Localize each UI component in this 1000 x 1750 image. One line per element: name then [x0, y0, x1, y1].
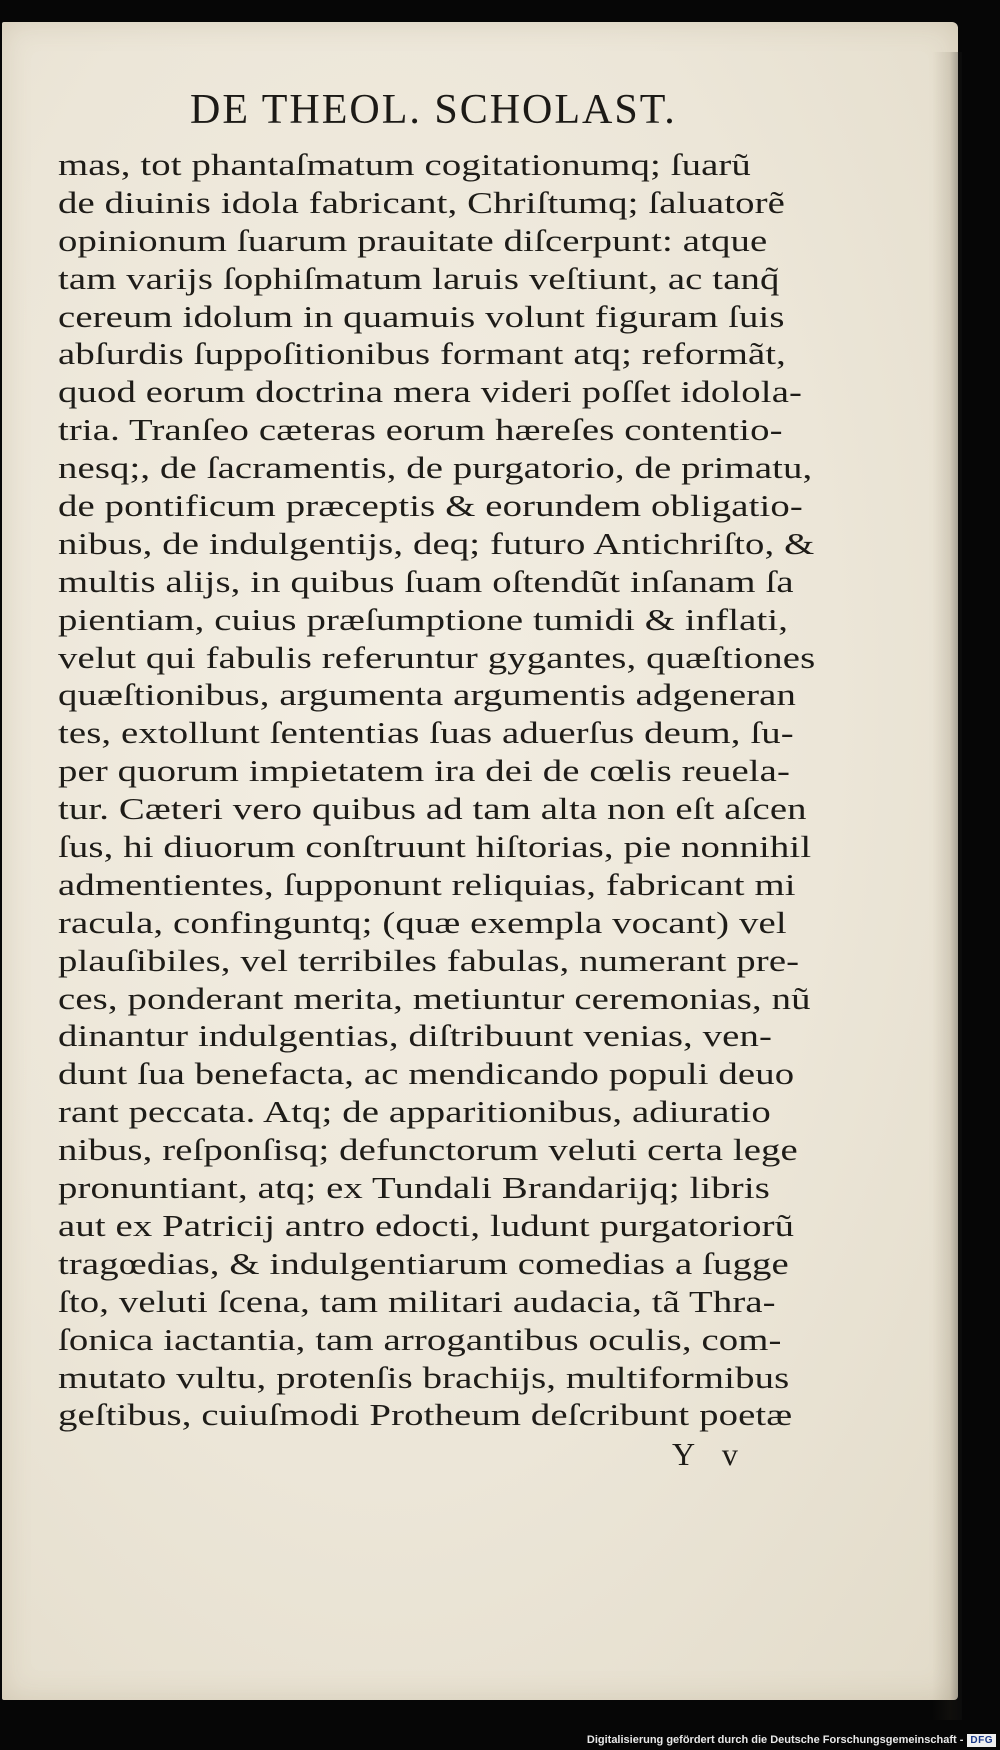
text-line: ſonica iactantia, tam arrogantibus oculis, com-	[58, 1321, 782, 1357]
text-line: racula, confinguntq; (quæ exempla vocant) vel	[58, 904, 787, 940]
text-line: nibus, reſponſisq; defunctorum veluti certa lege	[58, 1132, 798, 1168]
text-line: tragœdias, & indulgentiarum comedias a ſugge	[58, 1245, 789, 1281]
text-line: rant peccata. Atq; de apparitionibus, adiuratio	[58, 1094, 771, 1130]
text-line: pientiam, cuius præſumptione tumidi & inflati,	[58, 601, 789, 637]
text-line: de diuinis idola fabricant, Chriſtumq; ſaluatorẽ	[58, 184, 786, 220]
text-line: pronuntiant, atq; ex Tundali Brandarijq; libris	[58, 1170, 770, 1206]
text-line: tam varijs ſophiſmatum laruis veſtiunt, ac tanq̃	[58, 260, 780, 296]
text-line: velut qui fabulis referuntur gygantes, quæſtiones	[58, 639, 816, 675]
text-line: geſtibus, cuiuſmodi Protheum deſcribunt poetæ	[58, 1397, 793, 1433]
text-line: quæſtionibus, argumenta argumentis adgeneran	[58, 677, 797, 713]
text-line: aut ex Patricij antro edocti, ludunt purgatoriorũ	[58, 1207, 795, 1243]
text-line: per quorum impietatem ira dei de cœlis reuela-	[58, 753, 791, 789]
text-line: cereum idolum in quamuis volunt figuram ſuis	[58, 298, 785, 334]
text-line: tes, extollunt ſententias ſuas aduerſus deum, ſu-	[58, 715, 794, 751]
text-line: ſto, veluti ſcena, tam militari audacia, tã Thra-	[58, 1283, 776, 1319]
text-line: nesq;, de ſacramentis, de purgatorio, de primatu,	[58, 450, 813, 486]
dfg-logo: DFG	[967, 1734, 996, 1747]
text-line: abſurdis ſuppoſitionibus formant atq; reformãt,	[58, 336, 787, 372]
text-line: quod eorum doctrina mera videri poſſet idolola-	[58, 374, 803, 410]
text-line: tria. Tranſeo cæteras eorum hæreſes contentio-	[58, 412, 783, 448]
text-line: tur. Cæteri vero quibus ad tam alta non eſt aſcen	[58, 791, 807, 827]
running-header: DE THEOL. SCHOLAST.	[190, 87, 677, 133]
text-line: dinantur indulgentias, diſtribuunt venias, ven-	[58, 1018, 773, 1054]
text-line: admentientes, ſupponunt reliquias, fabricant mi	[58, 866, 796, 902]
text-line: mas, tot phantaſmatum cogitationumq; ſuarũ	[58, 147, 751, 182]
text-line: ſus, hi diuorum conſtruunt hiſtorias, pie nonnihil	[58, 829, 812, 865]
text-line: mutato vultu, protenſis brachijs, multiformibus	[58, 1359, 790, 1395]
body-text-block	[58, 146, 828, 1434]
signature-mark: Y v	[672, 1436, 748, 1472]
text-line: de pontificum præceptis & eorundem obligatio-	[58, 488, 803, 524]
text-line: opinionum ſuarum prauitate diſcerpunt: atque	[58, 222, 768, 258]
digitization-credit	[587, 1732, 996, 1748]
text-line: ces, ponderant merita, metiuntur ceremonias, nũ	[58, 980, 811, 1016]
text-line: nibus, de indulgentijs, deq; futuro Antichriſto, &	[58, 525, 815, 561]
text-line: dunt ſua benefacta, ac mendicando populi deuo	[58, 1056, 795, 1092]
text-line: multis alijs, in quibus ſuam oſtendũt inſanam ſa	[58, 563, 794, 599]
credit-text: Digitalisierung gefördert durch die Deutsche Forschungsgemeinschaft -	[586, 1734, 964, 1746]
text-line: plauſibiles, vel terribiles fabulas, numerant pre-	[58, 942, 800, 978]
